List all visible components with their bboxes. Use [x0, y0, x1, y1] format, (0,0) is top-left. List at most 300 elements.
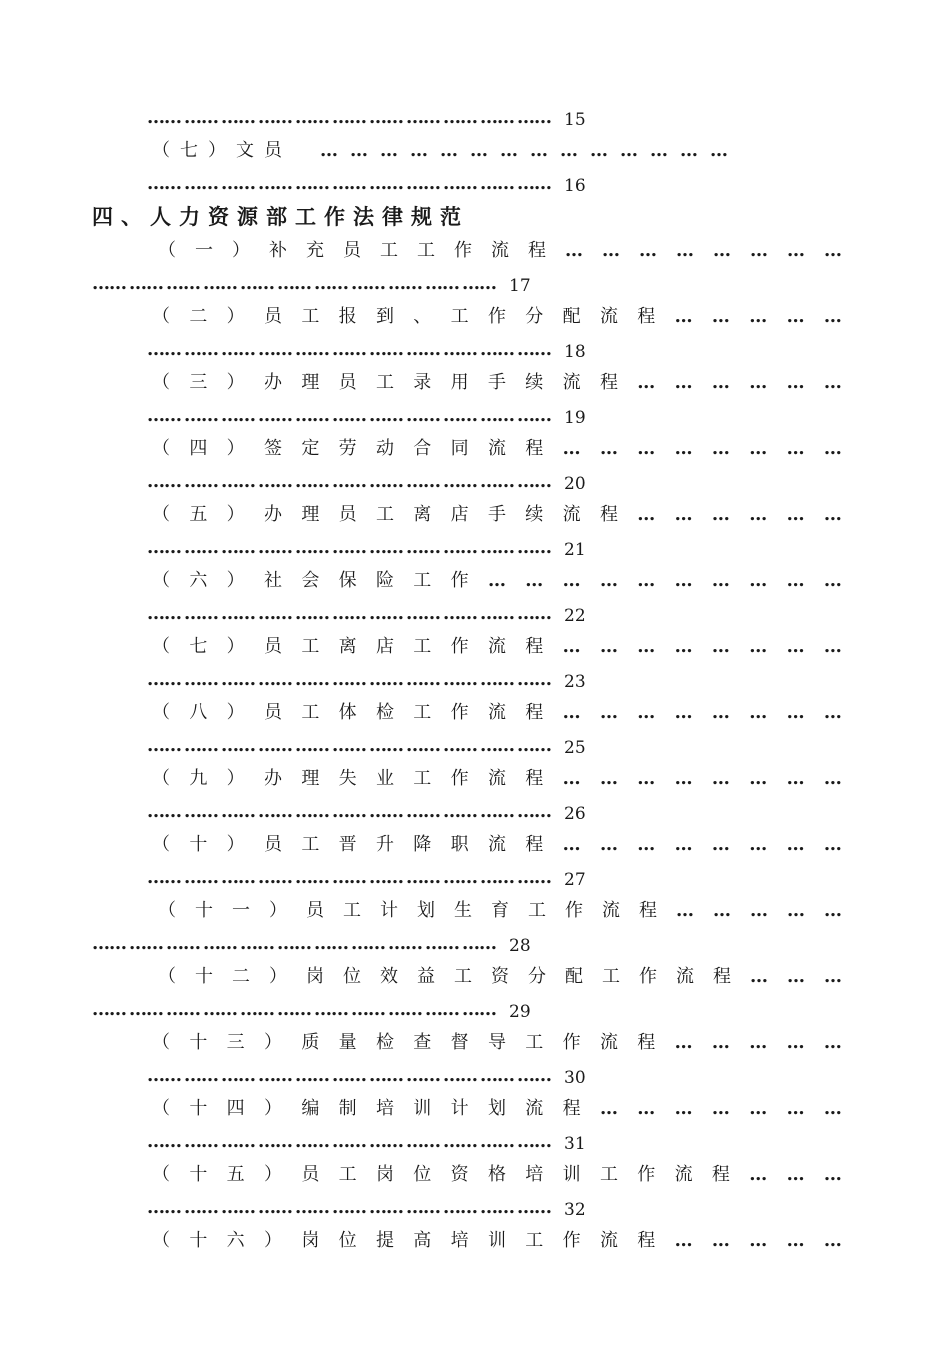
toc-item-char: 工 — [413, 570, 432, 591]
toc-leader-line — [147, 801, 586, 823]
toc-leader-line — [147, 405, 586, 427]
leader-dots: … — [750, 966, 768, 987]
leader-dots: … — [787, 966, 805, 987]
toc-item-char: 流 — [487, 702, 506, 723]
toc-item-char: 查 — [413, 1032, 432, 1053]
toc-item-char: （ — [152, 1098, 170, 1119]
toc-item[interactable] — [152, 834, 842, 856]
toc-item[interactable] — [158, 966, 842, 988]
toc-item-char: 签 — [263, 438, 282, 459]
leader-dots: … — [786, 438, 805, 459]
toc-item-char: 离 — [338, 636, 357, 657]
toc-item[interactable] — [152, 140, 740, 162]
toc-item-char: 充 — [306, 240, 324, 261]
leader-dots: …… — [443, 603, 477, 624]
toc-leader-line — [147, 1131, 586, 1153]
toc-item-char: 员 — [338, 372, 357, 393]
toc-item-char: 到 — [375, 306, 394, 327]
toc-item-char: 配 — [565, 966, 583, 987]
toc-leader-line — [147, 537, 586, 559]
toc-item-char: 检 — [375, 1032, 394, 1053]
toc-item-char: 四 — [189, 438, 208, 459]
leader-dots: … — [786, 1098, 805, 1119]
leader-dots: … — [750, 900, 768, 921]
toc-item-char: 失 — [338, 768, 357, 789]
section-heading-char: 四 — [92, 205, 113, 229]
toc-item[interactable] — [152, 1230, 842, 1252]
toc-item-char: 工 — [525, 1230, 544, 1251]
toc-item-char: （ — [152, 1032, 170, 1053]
leader-dots: … — [674, 306, 693, 327]
leader-dots: … — [637, 702, 656, 723]
toc-item-char: 员 — [306, 900, 324, 921]
leader-dots: … — [562, 570, 581, 591]
toc-item-char: 办 — [263, 504, 282, 525]
leader-dots: … — [711, 1098, 730, 1119]
leader-dots: …… — [258, 173, 292, 194]
leader-dots: …… — [406, 867, 440, 888]
toc-item[interactable] — [152, 306, 842, 328]
toc-item[interactable] — [152, 570, 842, 592]
toc-item-char: 续 — [525, 372, 544, 393]
leader-dots: … — [749, 636, 768, 657]
toc-page-number: 23 — [564, 672, 586, 692]
leader-dots: …… — [332, 1131, 366, 1152]
toc-item-char: 训 — [487, 1230, 506, 1251]
toc-page-number: 22 — [564, 606, 586, 626]
leader-dots: … — [599, 438, 618, 459]
toc-item-char: （ — [152, 438, 170, 459]
toc-item-char: 程 — [637, 306, 656, 327]
leader-dots: …… — [517, 669, 551, 690]
leader-dots: … — [637, 834, 656, 855]
leader-dots: … — [637, 372, 656, 393]
toc-item-char: 员 — [263, 636, 282, 657]
toc-item[interactable] — [152, 438, 842, 460]
toc-item[interactable] — [152, 1032, 842, 1054]
leader-dots: … — [749, 834, 768, 855]
leader-dots: … — [750, 240, 768, 261]
leader-dots: …………………………………… — [320, 140, 740, 161]
leader-dots: … — [786, 1164, 805, 1185]
toc-item-char: 工 — [413, 702, 432, 723]
toc-item-char: （ — [152, 306, 170, 327]
toc-leader-line — [147, 1065, 586, 1087]
toc-item-char: 理 — [301, 372, 320, 393]
toc-item-char: 一 — [195, 240, 213, 261]
section-heading-char: 资 — [208, 205, 229, 229]
leader-dots: … — [562, 768, 581, 789]
toc-item-char: 险 — [375, 570, 394, 591]
leader-dots: …… — [425, 933, 459, 954]
toc-item-char: ） — [226, 702, 245, 723]
leader-dots: …… — [295, 669, 329, 690]
toc-item-char: 离 — [413, 504, 432, 525]
leader-dots: …… — [517, 537, 551, 558]
toc-item-char: 录 — [413, 372, 432, 393]
leader-dots: …… — [425, 999, 459, 1020]
leader-dots: …… — [129, 933, 163, 954]
leader-dots: … — [749, 1164, 768, 1185]
leader-dots: …… — [332, 603, 366, 624]
leader-dots: …… — [221, 1065, 255, 1086]
leader-dots: …… — [480, 735, 514, 756]
section-heading — [92, 206, 469, 228]
toc-item-char: ） — [263, 1098, 282, 1119]
leader-dots: …… — [480, 1131, 514, 1152]
toc-item-char: 作 — [562, 1230, 581, 1251]
toc-item-char: 育 — [491, 900, 509, 921]
leader-dots: …… — [462, 999, 496, 1020]
leader-dots: … — [676, 240, 694, 261]
leader-dots: … — [823, 1230, 842, 1251]
toc-item-char: （ — [152, 1230, 170, 1251]
leader-dots: … — [823, 1098, 842, 1119]
toc-item-char: 流 — [562, 372, 581, 393]
leader-dots: …… — [517, 471, 551, 492]
toc-item-char: 位 — [343, 966, 361, 987]
toc-item-char: 七 — [189, 636, 208, 657]
leader-dots: …… — [295, 1197, 329, 1218]
toc-item-char: 分 — [525, 306, 544, 327]
leader-dots: …… — [147, 405, 181, 426]
leader-dots: …… — [277, 933, 311, 954]
toc-item[interactable] — [152, 768, 842, 790]
leader-dots: …… — [406, 1065, 440, 1086]
toc-item-char: 作 — [639, 966, 657, 987]
leader-dots: …… — [369, 107, 403, 128]
toc-item-char: 工 — [301, 306, 320, 327]
leader-dots: … — [786, 1230, 805, 1251]
leader-dots: …… — [406, 339, 440, 360]
toc-item-char: 分 — [528, 966, 546, 987]
toc-item-char: 流 — [487, 438, 506, 459]
leader-dots: … — [786, 834, 805, 855]
leader-dots: … — [674, 636, 693, 657]
toc-item-char: 流 — [491, 240, 509, 261]
leader-dots: …… — [295, 735, 329, 756]
toc-item-char: 导 — [487, 1032, 506, 1053]
leader-dots: … — [637, 570, 656, 591]
toc-item-char: 资 — [491, 966, 509, 987]
toc-item-label: （七）文员 — [152, 140, 292, 161]
leader-dots: …… — [258, 801, 292, 822]
toc-item-char: 培 — [525, 1164, 544, 1185]
leader-dots: …… — [332, 735, 366, 756]
toc-item-char: （ — [152, 570, 170, 591]
leader-dots: …… — [295, 339, 329, 360]
toc-item-char: 程 — [525, 768, 544, 789]
toc-item-char: ） — [226, 372, 245, 393]
toc-item-char: 计 — [450, 1098, 469, 1119]
toc-item[interactable] — [152, 702, 842, 724]
toc-item-char: 工 — [338, 1164, 357, 1185]
leader-dots: …… — [406, 471, 440, 492]
toc-item-char: 作 — [450, 636, 469, 657]
leader-dots: …… — [147, 537, 181, 558]
toc-item-char: 业 — [375, 768, 394, 789]
toc-item-char: 十 — [189, 1032, 208, 1053]
leader-dots: … — [565, 240, 583, 261]
toc-page-number: 31 — [564, 1134, 586, 1154]
toc-item-char: 理 — [301, 768, 320, 789]
leader-dots: …… — [462, 273, 496, 294]
leader-dots: … — [787, 240, 805, 261]
leader-dots: … — [639, 240, 657, 261]
toc-item[interactable] — [152, 372, 842, 394]
leader-dots: …… — [388, 999, 422, 1020]
leader-dots: …… — [332, 537, 366, 558]
toc-item-char: 量 — [338, 1032, 357, 1053]
leader-dots: … — [786, 636, 805, 657]
leader-dots: …… — [314, 273, 348, 294]
toc-item-char: 作 — [637, 1164, 656, 1185]
toc-item-char: （ — [152, 636, 170, 657]
leader-dots: … — [562, 702, 581, 723]
toc-item-char: 员 — [338, 504, 357, 525]
leader-dots: …… — [369, 339, 403, 360]
toc-item-char: ） — [226, 504, 245, 525]
leader-dots: … — [711, 372, 730, 393]
leader-dots: …… — [295, 603, 329, 624]
toc-item-char: 十 — [189, 1164, 208, 1185]
leader-dots: …… — [480, 173, 514, 194]
leader-dots: …… — [295, 537, 329, 558]
leader-dots: …… — [166, 999, 200, 1020]
leader-dots: … — [599, 570, 618, 591]
toc-item-char: 手 — [487, 372, 506, 393]
leader-dots: …… — [369, 405, 403, 426]
leader-dots: …… — [184, 669, 218, 690]
toc-page-number: 28 — [509, 936, 531, 956]
leader-dots: … — [674, 768, 693, 789]
toc-item-char: 员 — [301, 1164, 320, 1185]
toc-leader-line — [147, 603, 586, 625]
leader-dots: … — [711, 438, 730, 459]
toc-item-char: 六 — [189, 570, 208, 591]
leader-dots: …… — [147, 669, 181, 690]
leader-dots: … — [786, 306, 805, 327]
toc-item-char: 程 — [639, 900, 657, 921]
leader-dots: …… — [443, 1131, 477, 1152]
leader-dots: …… — [480, 339, 514, 360]
toc-item[interactable] — [152, 504, 842, 526]
toc-item-char: 保 — [338, 570, 357, 591]
leader-dots: … — [674, 702, 693, 723]
toc-leader-line — [147, 669, 586, 691]
leader-dots: … — [749, 504, 768, 525]
toc-item-char: 流 — [525, 1098, 544, 1119]
toc-item-char: 流 — [562, 504, 581, 525]
leader-dots: …… — [369, 603, 403, 624]
leader-dots: …… — [480, 537, 514, 558]
toc-item-char: ） — [226, 438, 245, 459]
leader-dots: …… — [147, 1197, 181, 1218]
toc-item-char: 程 — [637, 1032, 656, 1053]
toc-item-char: ） — [226, 306, 245, 327]
leader-dots: …… — [221, 173, 255, 194]
toc-item-char: 工 — [450, 306, 469, 327]
toc-item-char: 报 — [338, 306, 357, 327]
toc-item-char: 劳 — [338, 438, 357, 459]
toc-item-char: 工 — [454, 966, 472, 987]
leader-dots: …… — [184, 603, 218, 624]
toc-item[interactable] — [158, 240, 842, 262]
leader-dots: …… — [240, 999, 274, 1020]
toc-item[interactable] — [152, 636, 842, 658]
leader-dots: …… — [258, 471, 292, 492]
toc-item[interactable] — [158, 900, 842, 922]
leader-dots: … — [711, 1230, 730, 1251]
leader-dots: … — [599, 1098, 618, 1119]
leader-dots: …… — [221, 339, 255, 360]
toc-item[interactable] — [152, 1098, 842, 1120]
toc-page-number: 26 — [564, 804, 586, 824]
leader-dots: … — [823, 1164, 842, 1185]
leader-dots: …… — [184, 471, 218, 492]
toc-item-char: 晋 — [338, 834, 357, 855]
leader-dots: …… — [147, 173, 181, 194]
section-heading-char: 人 — [150, 205, 171, 229]
toc-item-char: 体 — [338, 702, 357, 723]
toc-item-char: 作 — [562, 1032, 581, 1053]
toc-item[interactable] — [152, 1164, 842, 1186]
leader-dots: … — [599, 834, 618, 855]
leader-dots: …… — [443, 735, 477, 756]
leader-dots: …… — [443, 669, 477, 690]
leader-dots: …… — [147, 801, 181, 822]
toc-item-char: ） — [269, 966, 287, 987]
leader-dots: …… — [351, 933, 385, 954]
leader-dots: …… — [258, 735, 292, 756]
toc-item-char: （ — [152, 504, 170, 525]
leader-dots: … — [637, 636, 656, 657]
toc-item-char: 工 — [528, 900, 546, 921]
toc-item-char: 程 — [528, 240, 546, 261]
toc-item-char: 十 — [189, 1230, 208, 1251]
leader-dots: …… — [369, 801, 403, 822]
section-heading-char: 法 — [353, 205, 374, 229]
leader-dots: …… — [184, 339, 218, 360]
toc-item-char: 流 — [599, 306, 618, 327]
leader-dots: …… — [184, 1131, 218, 1152]
toc-item-char: ） — [263, 1164, 282, 1185]
leader-dots: … — [823, 702, 842, 723]
leader-dots: …… — [184, 173, 218, 194]
leader-dots: …… — [92, 999, 126, 1020]
toc-page-number: 29 — [509, 1002, 531, 1022]
toc-item-char: 培 — [450, 1230, 469, 1251]
toc-item-char: 工 — [375, 372, 394, 393]
leader-dots: …… — [517, 801, 551, 822]
toc-item-char: （ — [158, 966, 176, 987]
leader-dots: …… — [332, 339, 366, 360]
leader-dots: … — [674, 1230, 693, 1251]
leader-dots: … — [786, 372, 805, 393]
leader-dots: …… — [332, 1065, 366, 1086]
leader-dots: … — [711, 504, 730, 525]
leader-dots: …… — [369, 173, 403, 194]
leader-dots: …… — [221, 471, 255, 492]
toc-item-char: 流 — [599, 1032, 618, 1053]
leader-dots: …… — [147, 1065, 181, 1086]
leader-dots: … — [562, 834, 581, 855]
toc-page-number: 27 — [564, 870, 586, 890]
leader-dots: … — [749, 570, 768, 591]
toc-leader-line — [147, 735, 586, 757]
leader-dots: …… — [295, 1131, 329, 1152]
toc-item-char: （ — [152, 768, 170, 789]
leader-dots: …… — [184, 867, 218, 888]
leader-dots: …… — [295, 801, 329, 822]
toc-item-char: 程 — [599, 372, 618, 393]
toc-item-char: 训 — [562, 1164, 581, 1185]
section-heading-char: 作 — [324, 205, 345, 229]
leader-dots: … — [562, 636, 581, 657]
leader-dots: …… — [480, 1065, 514, 1086]
leader-dots: … — [674, 372, 693, 393]
leader-dots: … — [487, 570, 506, 591]
leader-dots: …… — [443, 801, 477, 822]
toc-item-char: 升 — [375, 834, 394, 855]
leader-dots: …… — [147, 867, 181, 888]
toc-item-char: 店 — [450, 504, 469, 525]
leader-dots: … — [823, 768, 842, 789]
toc-leader-line — [147, 867, 586, 889]
leader-dots: …… — [517, 339, 551, 360]
section-heading-char: 力 — [179, 205, 200, 229]
toc-item-char: 计 — [380, 900, 398, 921]
leader-dots: …… — [184, 735, 218, 756]
toc-item-char: 程 — [525, 636, 544, 657]
leader-dots: …… — [406, 1131, 440, 1152]
leader-dots: … — [786, 570, 805, 591]
section-heading-char: 部 — [266, 205, 287, 229]
leader-dots: …… — [166, 273, 200, 294]
toc-item-char: 六 — [226, 1230, 245, 1251]
leader-dots: …… — [314, 999, 348, 1020]
toc-item-char: 十 — [189, 1098, 208, 1119]
toc-item-char: 五 — [189, 504, 208, 525]
toc-leader-line — [147, 471, 586, 493]
toc-item-char: 划 — [487, 1098, 506, 1119]
toc-item-char: 工 — [525, 1032, 544, 1053]
toc-item-char: 员 — [263, 834, 282, 855]
leader-dots: …… — [92, 933, 126, 954]
leader-dots: … — [823, 834, 842, 855]
leader-dots: … — [786, 768, 805, 789]
toc-item-char: 配 — [562, 306, 581, 327]
toc-item-char: 生 — [454, 900, 472, 921]
toc-item-char: 岗 — [375, 1164, 394, 1185]
toc-item-char: 程 — [562, 1098, 581, 1119]
toc-item-char: 检 — [375, 702, 394, 723]
toc-item-char: 合 — [413, 438, 432, 459]
leader-dots: …… — [406, 801, 440, 822]
leader-dots: …… — [332, 669, 366, 690]
toc-item-char: 制 — [338, 1098, 357, 1119]
toc-item-char: 流 — [599, 1230, 618, 1251]
leader-dots: …… — [221, 537, 255, 558]
toc-item-char: 程 — [711, 1164, 730, 1185]
toc-item-char: 训 — [413, 1098, 432, 1119]
toc-item-char: 用 — [450, 372, 469, 393]
leader-dots: …… — [277, 999, 311, 1020]
section-heading-char: 工 — [295, 205, 316, 229]
toc-item-char: ） — [269, 900, 287, 921]
toc-item-char: 流 — [674, 1164, 693, 1185]
toc-item-char: 工 — [301, 834, 320, 855]
